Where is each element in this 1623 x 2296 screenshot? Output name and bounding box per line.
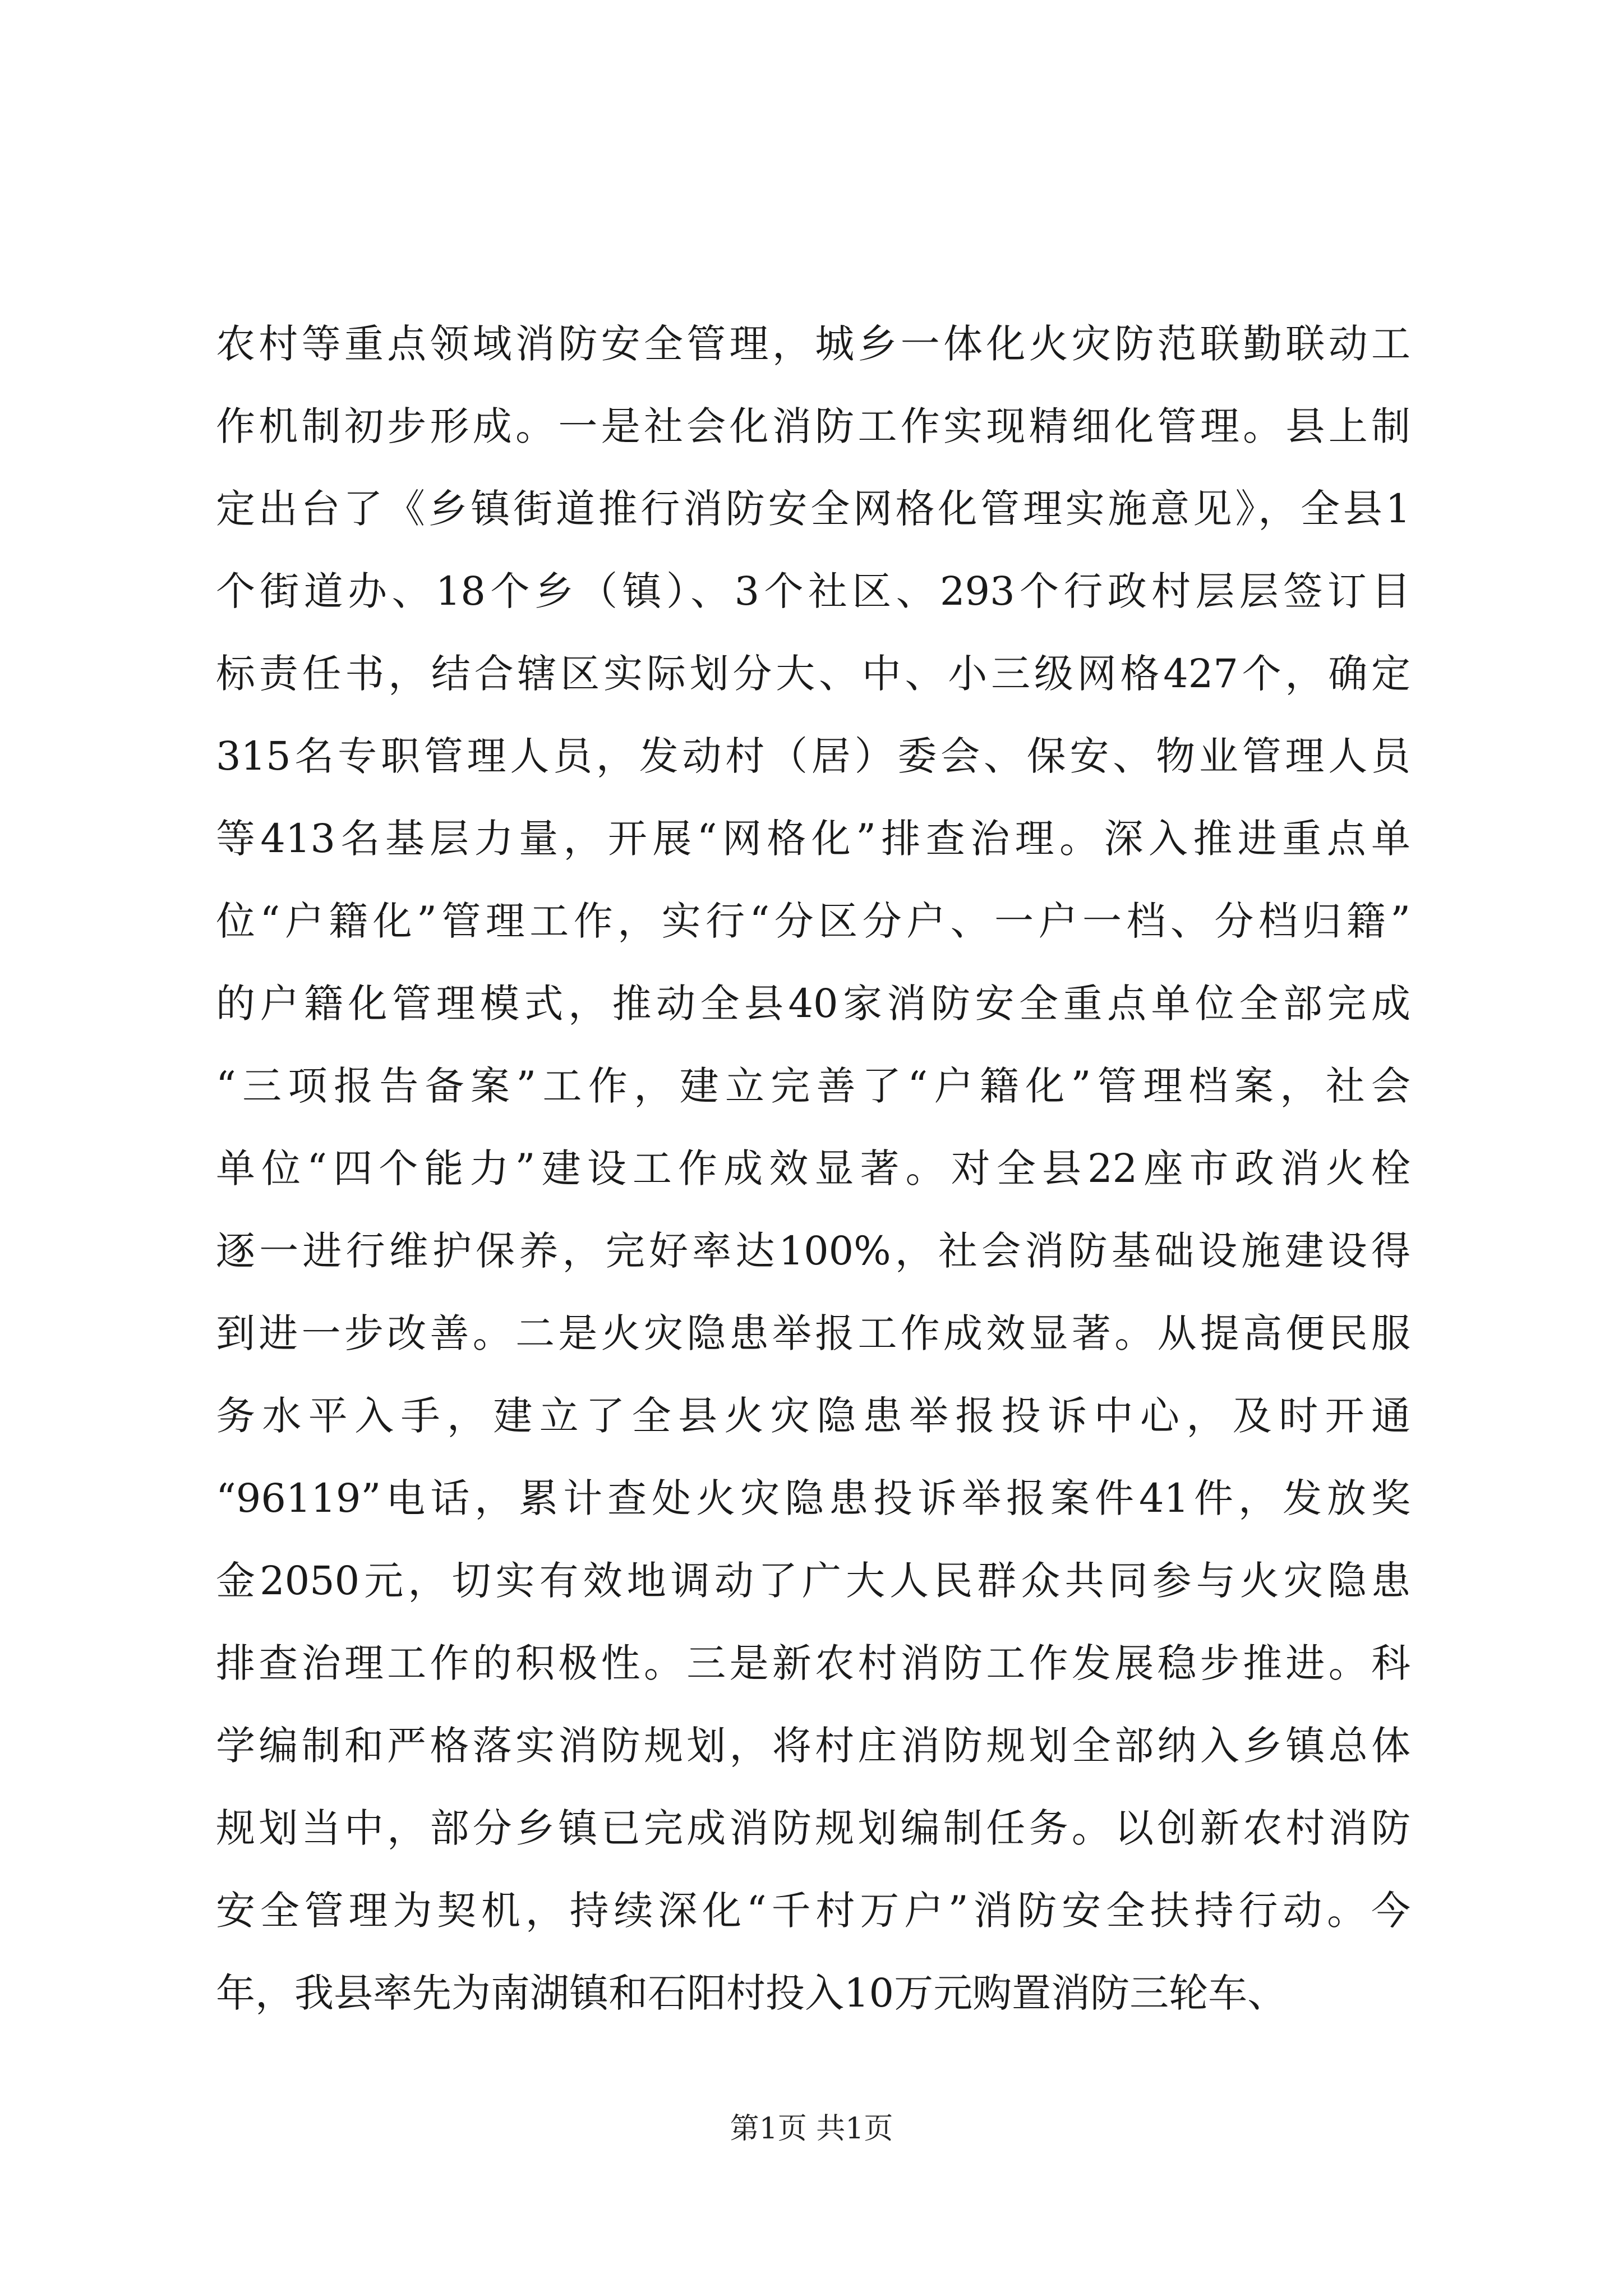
text-line: 务水平入手，建立了全县火灾隐患举报投诉中心，及时开通 <box>216 1393 1410 1439</box>
text-line: 农村等重点领域消防安全管理，城乡一体化火灾防范联勤联动工 <box>216 321 1410 367</box>
text-line: 个街道办、18个乡（镇）、3个社区、293个行政村层层签订目 <box>216 568 1410 614</box>
page-number-label: 第1页 共1页 <box>730 2112 893 2146</box>
text-line: 年，我县率先为南湖镇和石阳村投入10万元购置消防三轮车、 <box>216 1970 1287 2016</box>
text-line: 金2050元，切实有效地调动了广大人民群众共同参与火灾隐患 <box>216 1558 1410 1604</box>
text-line: 的户籍化管理模式，推动全县40家消防安全重点单位全部完成 <box>216 981 1410 1027</box>
text-line: 位“户籍化”管理工作，实行“分区分户、一户一档、分档归籍” <box>216 898 1410 944</box>
page-footer <box>0 2109 1623 2148</box>
text-line: 排查治理工作的积极性。三是新农村消防工作发展稳步推进。科 <box>216 1640 1410 1686</box>
text-line: 单位“四个能力”建设工作成效显著。对全县22座市政消火栓 <box>216 1145 1410 1191</box>
text-line: 作机制初步形成。一是社会化消防工作实现精细化管理。县上制 <box>216 403 1410 449</box>
text-line: 等413名基层力量，开展“网格化”排查治理。深入推进重点单 <box>216 816 1410 862</box>
text-line: 标责任书，结合辖区实际划分大、中、小三级网格427个，确定 <box>216 651 1410 697</box>
text-line: 定出台了《乡镇街道推行消防安全网格化管理实施意见》，全县1 <box>216 486 1410 532</box>
body-paragraph <box>216 303 1410 2035</box>
text-line: “96119”电话，累计查处火灾隐患投诉举报案件41件，发放奖 <box>216 1475 1410 1521</box>
text-line: 安全管理为契机，持续深化“千村万户”消防安全扶持行动。今 <box>216 1888 1410 1934</box>
text-line: 学编制和严格落实消防规划，将村庄消防规划全部纳入乡镇总体 <box>216 1723 1410 1769</box>
text-line: 逐一进行维护保养，完好率达100%，社会消防基础设施建设得 <box>216 1228 1410 1274</box>
text-line: 315名专职管理人员，发动村（居）委会、保安、物业管理人员 <box>216 733 1410 779</box>
text-line: “三项报告备案”工作，建立完善了“户籍化”管理档案，社会 <box>216 1063 1410 1109</box>
text-line: 到进一步改善。二是火灾隐患举报工作成效显著。从提高便民服 <box>216 1310 1410 1356</box>
text-line: 规划当中，部分乡镇已完成消防规划编制任务。以创新农村消防 <box>216 1805 1410 1851</box>
